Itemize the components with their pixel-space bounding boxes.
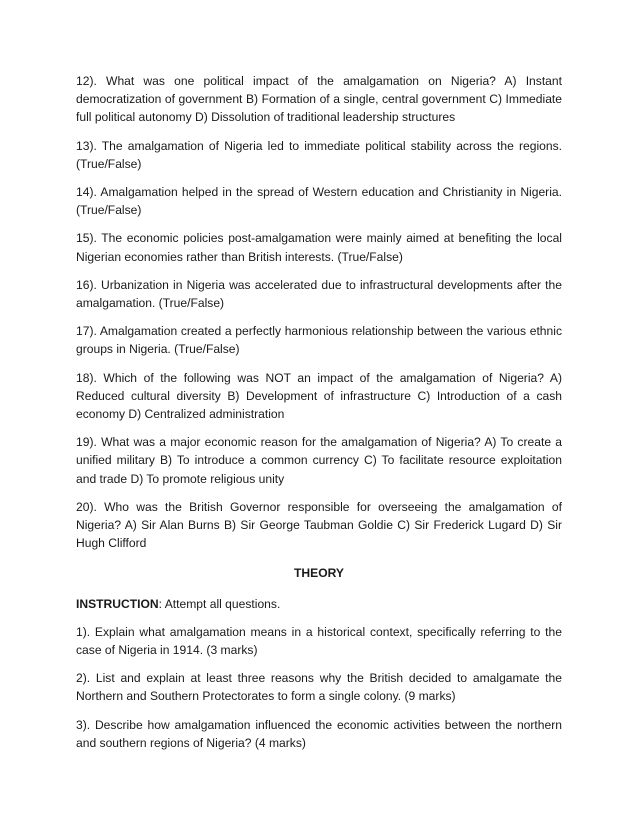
question-12: 12). What was one political impact of the amalgamation on Nigeria? A) Instant democratization of government B) Formation of a single, central government C) Immediate full political autonomy D) Dissolution of traditional leadership structures [76, 74, 562, 125]
question-19: 19). What was a major economic reason for the amalgamation of Nigeria? A) To create a unified military B) To introduce a common currency C) To facilitate resource exploitation and trade D) To promote religious unity [76, 435, 562, 486]
question-15: 15). The economic policies post-amalgamation were mainly aimed at benefiting the local Nigerian economies rather than British interests. (True/False) [76, 231, 562, 264]
theory-question-1: 1). Explain what amalgamation means in a historical context, specifically referring to the case of Nigeria in 1914. (3 marks) [76, 624, 562, 658]
question-16: 16). Urbanization in Nigeria was accelerated due to infrastructural developments after the amalgamation. (True/False) [76, 277, 562, 311]
theory-question-3: 3). Describe how amalgamation influenced the economic activities between the northern and southern regions of Nigeria? (4 marks) [76, 717, 562, 750]
document-page [76, 72, 562, 762]
question-14: 14). Amalgamation helped in the spread of Western education and Christianity in Nigeria. (True/False) [76, 185, 562, 218]
theory-heading: THEORY [294, 566, 344, 581]
question-20: 20). Who was the British Governor responsible for overseeing the amalgamation of Nigeria? A) Sir Alan Burns B) Sir George Taubman Goldie C) Sir Frederick Lugard D) Sir Hugh Clifford [76, 499, 562, 551]
instruction-label: INSTRUCTION [76, 596, 159, 611]
question-18: 18). Which of the following was NOT an impact of the amalgamation of Nigeria? A) Reduced cultural diversity B) Development of infrastructure C) Introduction of a cash economy D) Centralized administration [76, 370, 562, 422]
instruction [76, 595, 562, 613]
question-13: 13). The amalgamation of Nigeria led to immediate political stability across the regions. (True/False) [76, 138, 562, 171]
theory-question-2: 2). List and explain at least three reasons why the British decided to amalgamate the Northern and Southern Protectorates to form a single colony. (9 marks) [76, 671, 562, 704]
question-17: 17). Amalgamation created a perfectly harmonious relationship between the various ethnic groups in Nigeria. (True/False) [76, 324, 562, 357]
instruction-text: : Attempt all questions. [158, 596, 281, 611]
